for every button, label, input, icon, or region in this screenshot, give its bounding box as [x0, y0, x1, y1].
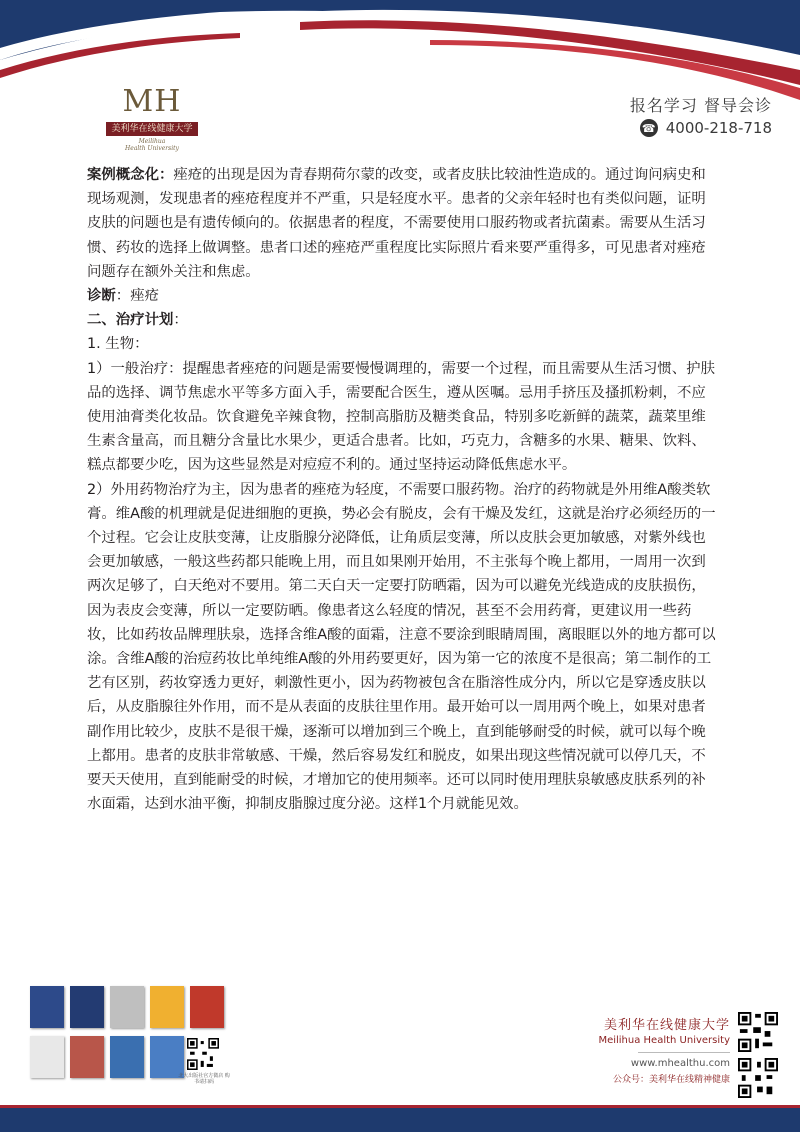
footer-divider	[638, 1052, 730, 1053]
book-cover	[70, 986, 104, 1028]
book-cover	[30, 1036, 64, 1078]
qr-code-icon	[187, 1038, 219, 1070]
section-label: 二、治疗计划	[87, 312, 174, 329]
university-logo	[100, 84, 204, 156]
logo-sub-line-2: Health University	[125, 145, 179, 152]
paragraph-text: ：	[173, 312, 188, 329]
footer-bar	[0, 1108, 800, 1132]
treatment-plan-heading	[87, 308, 717, 332]
qr-caption: 北大出版社官方微店 购书请扫码	[178, 1073, 230, 1085]
book-cover	[190, 986, 224, 1028]
qr-code-icon	[738, 1058, 778, 1098]
case-conceptualization-paragraph	[87, 163, 717, 284]
book-cover	[30, 986, 64, 1028]
biology-heading: 1. 生物：	[87, 336, 149, 353]
book-cover	[150, 1036, 184, 1078]
book-cover	[110, 986, 144, 1028]
logo-sub-line-1: Meilihua	[138, 138, 166, 145]
wechat-account: 公众号：美利华在线精神健康	[612, 1075, 730, 1085]
logo-mark: MH	[122, 84, 182, 119]
book-cover	[150, 986, 184, 1028]
logo-band: 美利华在线健康大学	[106, 122, 198, 136]
org-name-cn: 美利华在线健康大学	[603, 1018, 730, 1033]
phone-icon: ☎	[640, 119, 658, 137]
book-covers	[30, 986, 230, 1086]
paragraph-text: ：痤疮	[115, 288, 159, 305]
header-phone	[640, 119, 772, 137]
website-link[interactable]: www.mhealthu.com	[630, 1058, 730, 1069]
book-cover	[110, 1036, 144, 1078]
general-treatment-paragraph: 1）一般治疗：提醒患者痤疮的问题是需要慢慢调理的，需要一个过程，而且需要从生活习惯、护肤品的选择、调节焦虑水平等多方面入手，需要配合医生，遵从医嘱。忌用手挤压及搔抓粉刺，不应使用油膏类化妆品。饮食避免辛辣食物，控制高脂肪及糖类食品，特别多吃新鲜的蔬菜，蔬菜里维生素含量高，而且糖分含量比水果少，更适合患者。比如，巧克力，含糖多的水果、糖果、饮料、糕点都要少吃，因为这些显然是对痘痘不利的。通过坚持运动降低焦虑水平。	[87, 360, 715, 474]
qr-code-icon	[738, 1012, 778, 1052]
section-label: 诊断	[87, 288, 116, 305]
book-cover	[70, 1036, 104, 1078]
phone-number: 4000-218-718	[665, 119, 772, 137]
paragraph-text: 痤疮的出现是因为青春期荷尔蒙的改变，或者皮肤比较油性造成的。通过询问病史和现场观测，发现患者的痤疮程度并不严重，只是轻度水平。患者的父亲年轻时也有类似问题，证明皮肤的问题也是有遗传倾向的。依据患者的程度，不需要使用口服药物或者抗菌素。需要从生活习惯、药妆的选择上做调整。患者口述的痤疮严重程度比实际照片看来要严重得多，可见患者对痤疮问题存在额外关注和焦虑。	[87, 167, 706, 280]
logo-subtitle	[100, 138, 204, 152]
header-slogan: 报名学习 督导会诊	[629, 96, 772, 115]
section-label: 案例概念化：	[87, 167, 174, 183]
diagnosis-paragraph	[87, 284, 717, 308]
footer-info	[598, 1014, 730, 1085]
org-name-en: Meilihua Health University	[598, 1035, 730, 1046]
document-body	[87, 163, 717, 816]
topical-treatment-paragraph: 2）外用药物治疗为主，因为患者的痤疮为轻度，不需要口服药物。治疗的药物就是外用维A酸类软膏。维A酸的机理就是促进细胞的更换，势必会有脱皮，会有干燥及发红，这就是治疗必须经历的一个过程。它会让皮肤变薄，让皮脂腺分泌降低，让角质层变薄，所以皮肤会更加敏感，对紫外线也会更加敏感，一般这些药都只能晚上用，而且如果刚开始用，不主张每个晚上都用，一周用一次到两次足够了，白天绝对不要用。第二天白天一定要打防晒霜，因为可以避免光线造成的皮肤损伤，因为表皮会变薄，所以一定要防晒。像患者这么轻度的情况，甚至不会用药膏，更建议用一些药妆，比如药妆品牌理肤泉，选择含维A酸的面霜，注意不要涂到眼睛周围，离眼眶以外的地方都可以涂。含维A酸的治痘药妆比单纯维A酸的外用药要更好，因为第一它的浓度不是很高；第二制作的工艺有区别，药妆穿透力更好，刺激性更小，因为药物被包含在脂溶性成分内，所以它是穿透皮肤以后，从皮脂腺往外作用，而不是从表面的皮肤往里作用。最开始可以一周用两个晚上，如果对患者副作用比较少，皮肤不是很干燥，逐渐可以增加到三个晚上，直到能够耐受的时候，就可以每个晚上都用。患者的皮肤非常敏感、干燥，然后容易发红和脱皮，如果出现这些情况就可以停几天，不要天天使用，直到能耐受的时候，才增加它的使用频率。还可以同时使用理肤泉敏感皮肤系列的补水面霜，达到水油平衡，抑制皮脂腺过度分泌。这样1个月就能见效。	[87, 481, 716, 813]
